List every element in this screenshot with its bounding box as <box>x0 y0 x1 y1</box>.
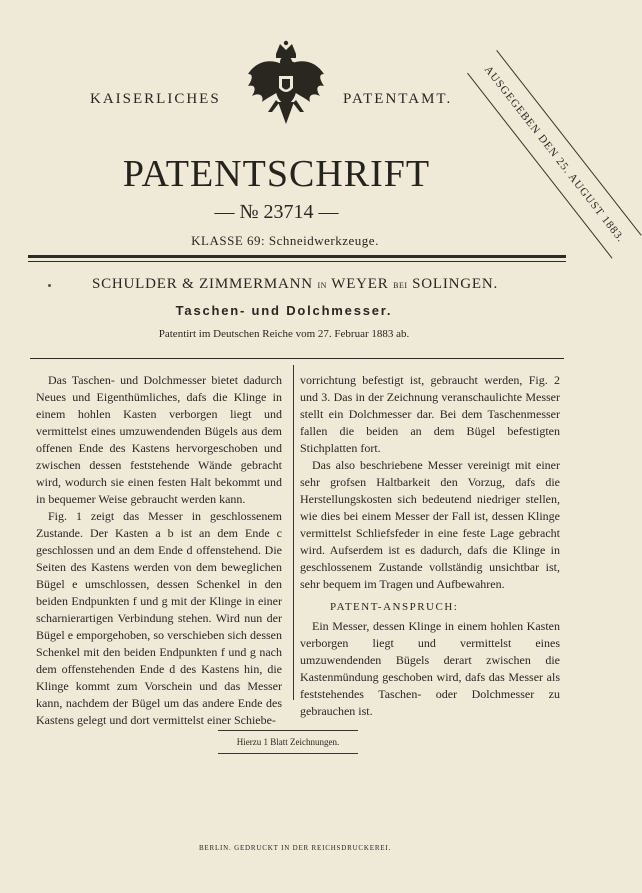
applicant-place: WEYER <box>331 276 389 292</box>
applicant-in: in <box>317 279 327 291</box>
patent-class: KLASSE 69: Schneidwerkzeuge. <box>191 233 379 248</box>
body-rule <box>30 358 564 359</box>
page-title: PATENTSCHRIFT <box>122 153 431 195</box>
body-column-left <box>36 372 282 729</box>
header-left-word: KAISERLICHES <box>90 91 221 107</box>
applicant-name: SCHULDER & ZIMMERMANN <box>91 276 313 292</box>
patented-date: Patentirt im Deutschen Reiche vom 27. Februar 1883 ab. <box>158 328 410 340</box>
header-rule-thin <box>28 261 566 262</box>
body-paragraph: Fig. 1 zeigt das Messer in geschlossenem Zustande. Der Kasten a b ist an dem Ende c geschlossen und an dem Ende d offenstehend. Die Seiten des Kastens werden von dem beweglichen Bügel e umschlossen, dessen Schenkel in den beiden Endpunkten f und g mit der Klinge in einer scharnierartigen Verbindung stehen. Wird nun der Bügel e emporgehoben, so verschieben sich dessen Schenkel mit den beiden Endpunkten f und g nach dem offenstehenden Ende d des Kastens hin, die Klinge kommt zum Vorschein und das Messer kann, nachdem der Bügel um das andere Ende des Kastens gelegt und dort vermittelst einer Schiebe- <box>36 509 282 727</box>
claim-text: Ein Messer, dessen Klinge in einem hohlen Kasten verborgen liegt und vermittelst eines umzuwendenden Bügels derart zwischen die Kastenmündung geschoben wird, dafs das Messer als feststehendes Taschen- oder Dolchmesser zu gebrauchen ist. <box>300 619 560 718</box>
body-paragraph: Das also beschriebene Messer vereinigt mit einer sehr grofsen Haltbarkeit den Vorzug, dafs die Herstellungskosten sich bedeutend niedriger stellen, wie dies bei einem Messer der Fall ist, dessen Klinge vermittelst Schliefsfeder in eine feste Lage gebracht wird. Aufserdem ist es dadurch, dafs die Klinge in geschlossenem Zustande vollständig unsichtbar ist, sehr bequem im Tragen und Aufbewahren. <box>300 458 560 591</box>
patent-number: — № 23714 — <box>214 201 339 223</box>
printer-footer: BERLIN. GEDRUCKT IN DER REICHSDRUCKEREI. <box>198 844 392 852</box>
issue-date-stamp: AUSGEGEBEN DEN 25. AUGUST 1883. <box>467 50 642 259</box>
imperial-eagle-icon <box>246 40 326 132</box>
invention-subject: Taschen- und Dolchmesser. <box>175 303 393 318</box>
column-separator <box>293 365 294 700</box>
body-paragraph: Das Taschen- und Dolchmesser bietet dadurch Neues und Eigenthümliches, dafs die Klinge in einem hohlen Kasten verborgen liegt und vermittelst eines umzuwendenden Bügels aus dem offenen Ende des Kastens hervorgeschoben und zwischen dessen feststehende Wände gebracht wird, wodurch sie einen festen Halt bekommt und in bequemer Weise gebraucht werden kann. <box>36 373 282 506</box>
header-right-word: PATENTAMT. <box>343 91 453 107</box>
applicant-bei: bei <box>393 279 408 291</box>
applicant-city: SOLINGEN. <box>412 276 499 292</box>
applicant-line <box>0 276 590 293</box>
body-paragraph: vorrichtung befestigt ist, gebraucht werden, Fig. 2 und 3. Das in der Zeichnung veranschaulichte Messer stellt ein Dolchmesser dar. Bei dem Taschenmesser fallen die beiden an dem Bügel befestigten Stichplatten fort. <box>300 373 560 455</box>
header-rule-thick <box>28 255 566 258</box>
claim-heading: PATENT-ANSPRUCH: <box>330 601 459 613</box>
body-column-right <box>300 372 560 720</box>
drawings-note: Hierzu 1 Blatt Zeichnungen. <box>218 730 358 754</box>
